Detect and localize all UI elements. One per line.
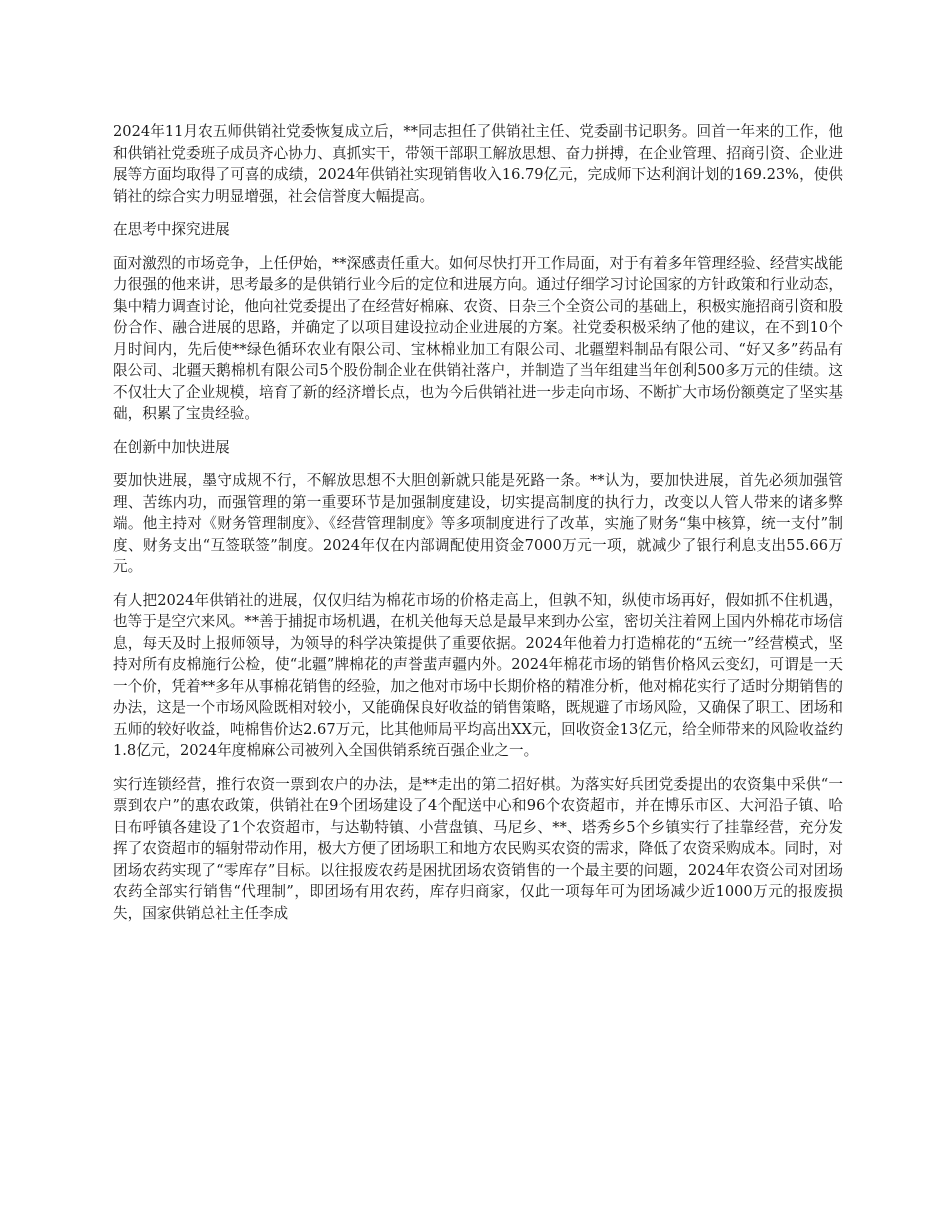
document-page xyxy=(113,121,843,936)
section-heading-thinking: 在思考中探究进展 xyxy=(113,221,230,238)
section-heading-innovation: 在创新中加快进展 xyxy=(113,438,230,456)
paragraph-intro: 2024年11月农五师供销社党委恢复成立后，**同志担任了供销社主任、党委副书记职务。回首一年来的工作，他和供销社党委班子成员齐心协力、真抓实干，带领干部职工解放思想、奋力拼搏，在企业管理、招商引资、企业进展等方面均取得了可喜的成绩，2024年供销社实现销售收入16.79亿元，完成师下达利润计划的169.23%，使供销社的综合实力明显增强，社会信誉度大幅提高。 xyxy=(113,123,843,205)
paragraph-thinking: 面对激烈的市场竞争，上任伊始，**深感责任重大。如何尽快打开工作局面，对于有着多年管理经验、经营实战能力很强的他来讲，思考最多的是供销行业今后的定位和进展方向。通过仔细学习讨论国家的方针政策和行业动态，集中精力调查讨论，他向社党委提出了在经营好棉麻、农资、日杂三个全资公司的基础上，积极实施招商引资和股份合作、融合进展的思路，并确定了以项目建设拉动企业进展的方案。社党委积极采纳了他的建议，在不到10个月时间内，先后使**绿色循环农业有限公司、宝林棉业加工有限公司、北疆塑料制品有限公司、“好又多”药品有限公司、北疆天鹅棉机有限公司5个股份制企业在供销社落户，并制造了当年组建当年创利500多万元的佳绩。这不仅壮大了企业规模，培育了新的经济增长点，也为今后供销社进一步走向市场、不断扩大市场份额奠定了坚实基础，积累了宝贵经验。 xyxy=(113,254,843,422)
paragraph-chain-operation: 实行连锁经营，推行农资一票到农户的办法，是**走出的第二招好棋。为落实好兵团党委提出的农资集中采供“一票到农户”的惠农政策，供销社在9个团场建设了4个配送中心和96个农资超市，并在博乐市区、大河沿子镇、哈日布呼镇各建设了1个农资超市，与达勒特镇、小营盘镇、马尼乡、**、塔秀乡5个乡镇实行了挂靠经营，充分发挥了农资超市的辐射带动作用，极大方便了团场职工和地方农民购买农资的需求，降低了农资采购成本。同时，对团场农药实现了“零库存”目标。以往报废农药是困扰团场农资销售的一个最主要的问题，2024年农资公司对团场农药全部实行销售“代理制”，即团场有用农药，库存归商家，仅此一项每年可为团场减少近1000万元的报废损失，国家供销总社主任李成 xyxy=(113,775,843,922)
paragraph-cotton-market: 有人把2024年供销社的进展，仅仅归结为棉花市场的价格走高上，但孰不知，纵使市场再好，假如抓不住机遇，也等于是空穴来风。**善于捕捉市场机遇，在机关他每天总是最早来到办公室，密切关注着网上国内外棉花市场信息，每天及时上报师领导，为领导的科学决策提供了重要依据。2024年他着力打造棉花的“五统一”经营模式，坚持对所有皮棉施行公检，使“北疆”牌棉花的声誉蜚声疆内外。2024年棉花市场的销售价格风云变幻，可谓是一天一个价，凭着**多年从事棉花销售的经验，加之他对市场中长期价格的精准分析，他对棉花实行了适时分期销售的办法，这是一个市场风险既相对较小，又能确保良好收益的销售策略，既规避了市场风险，又确保了职工、团场和五师的较好收益，吨棉售价达2.67万元，比其他师局平均高出XX元，回收资金13亿元，给全师带来的风险收益约1.8亿元，2024年度棉麻公司被列入全国供销系统百强企业之一。 xyxy=(113,591,843,759)
paragraph-innovation: 要加快进展，墨守成规不行，不解放思想不大胆创新就只能是死路一条。**认为，要加快进展，首先必须加强管理、苦练内功，而强管理的第一重要环节是加强制度建设，切实提高制度的执行力，改变以人管人带来的诸多弊端。他主持对《财务管理制度》、《经营管理制度》等多项制度进行了改革，实施了财务“集中核算，统一支付”制度、财务支出“互签联签”制度。2024年仅在内部调配使用资金7000万元一项，就减少了银行利息支出55.66万元。 xyxy=(113,472,843,575)
